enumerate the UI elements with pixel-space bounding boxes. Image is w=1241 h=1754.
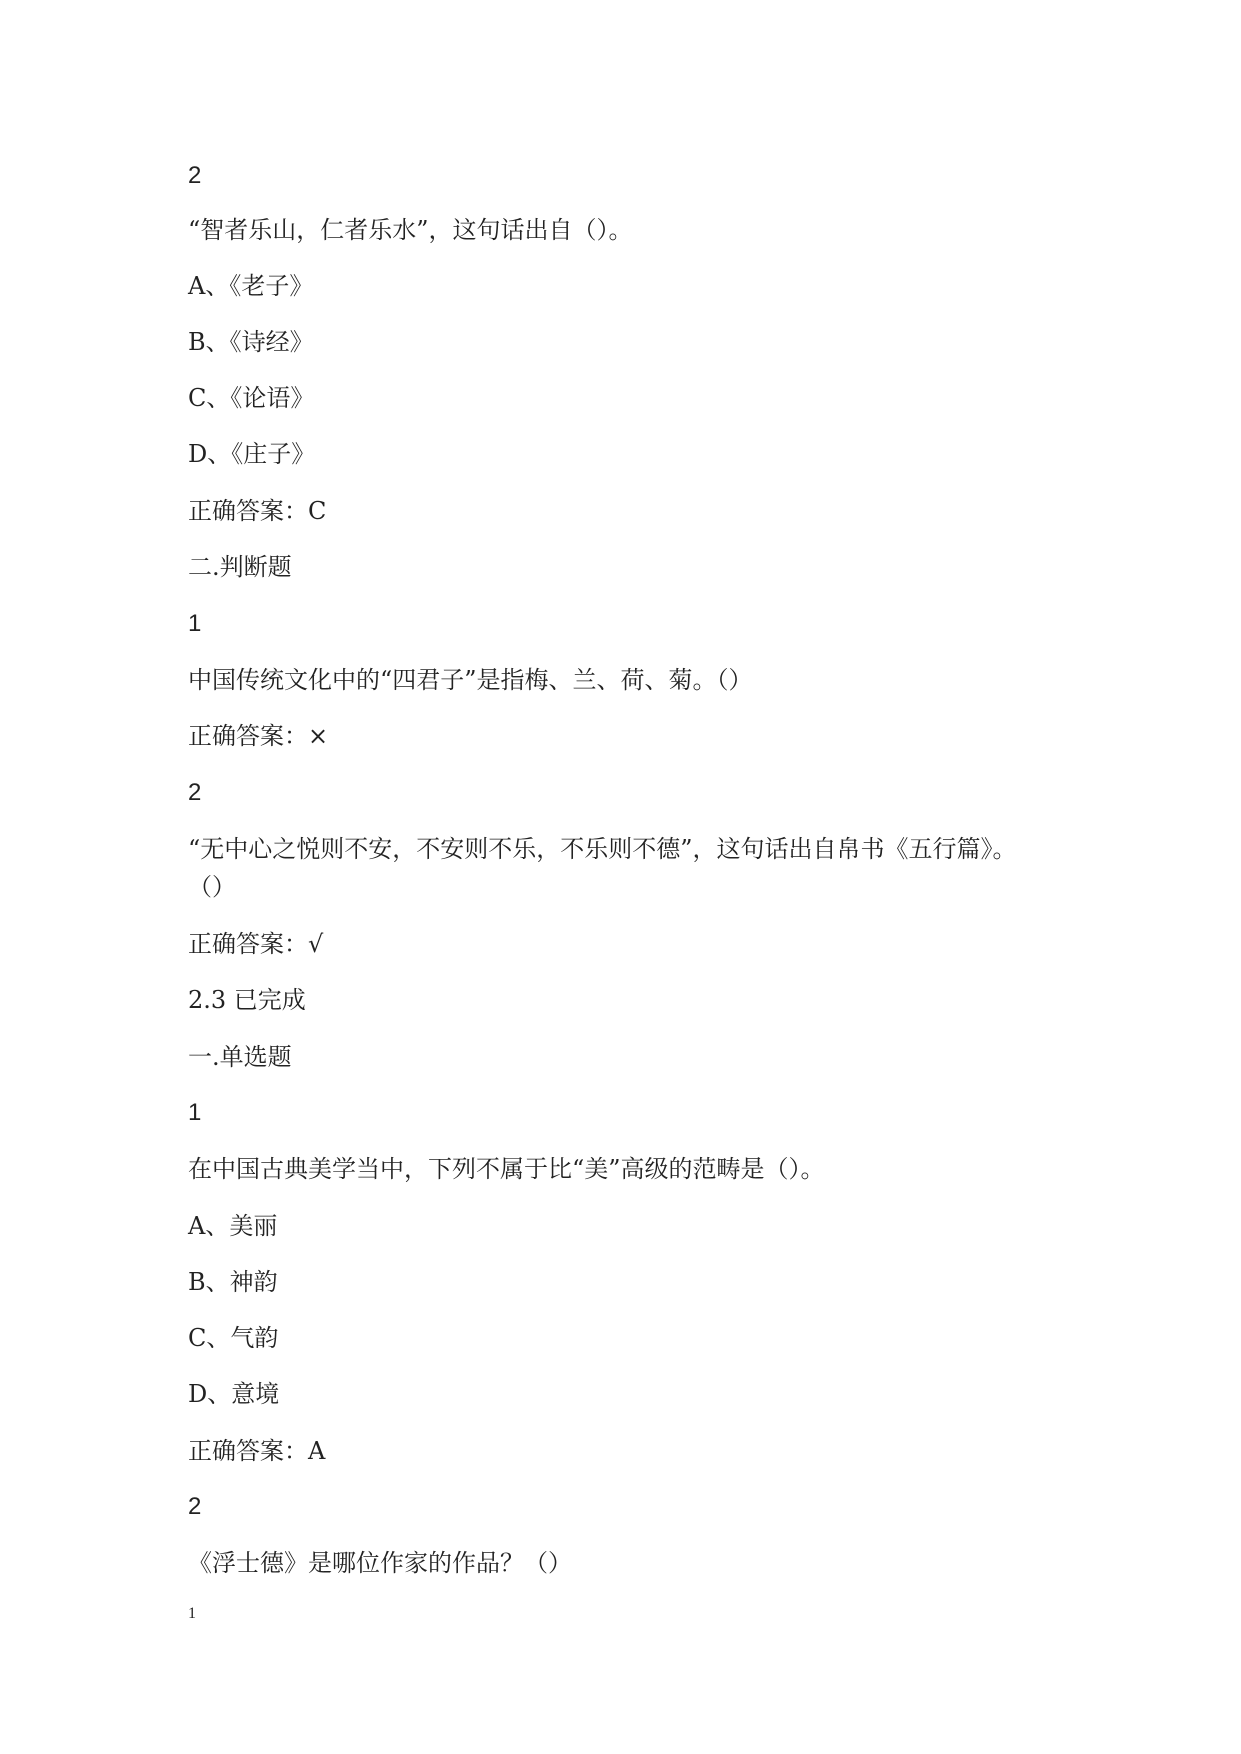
question-text-continued: （） bbox=[188, 873, 236, 901]
option-b: B、《诗经》 bbox=[188, 328, 314, 356]
question-number: 2 bbox=[188, 779, 202, 806]
question-text: 《浮士德》是哪位作家的作品？（） bbox=[188, 1549, 572, 1577]
question-number: 1 bbox=[188, 610, 202, 637]
correct-answer: 正确答案：√ bbox=[188, 930, 324, 958]
question-number: 2 bbox=[188, 162, 202, 189]
correct-answer: 正确答案：× bbox=[188, 722, 329, 750]
question-number: 2 bbox=[188, 1493, 202, 1520]
question-text: 中国传统文化中的“四君子”是指梅、兰、荷、菊。（） bbox=[188, 666, 753, 694]
option-a: A、美丽 bbox=[188, 1212, 278, 1240]
section-heading: 一.单选题 bbox=[188, 1043, 292, 1071]
page-number: 1 bbox=[188, 1605, 196, 1622]
subsection-heading: 2.3 已完成 bbox=[188, 986, 306, 1014]
option-d: D、《庄子》 bbox=[188, 440, 316, 468]
option-c: C、《论语》 bbox=[188, 384, 315, 412]
option-d: D、意境 bbox=[188, 1380, 280, 1408]
correct-answer: 正确答案：C bbox=[188, 497, 327, 525]
option-b: B、神韵 bbox=[188, 1268, 278, 1296]
correct-answer: 正确答案：A bbox=[188, 1437, 326, 1465]
question-text: 在中国古典美学当中，下列不属于比“美”高级的范畴是（）。 bbox=[188, 1155, 825, 1183]
question-number: 1 bbox=[188, 1099, 202, 1126]
question-text: “智者乐山，仁者乐水”，这句话出自（）。 bbox=[188, 216, 633, 244]
option-c: C、气韵 bbox=[188, 1324, 279, 1352]
section-heading: 二.判断题 bbox=[188, 553, 292, 581]
option-a: A、《老子》 bbox=[188, 272, 314, 300]
question-text: “无中心之悦则不安，不安则不乐，不乐则不德”，这句话出自帛书《五行篇》。 bbox=[188, 835, 1017, 863]
